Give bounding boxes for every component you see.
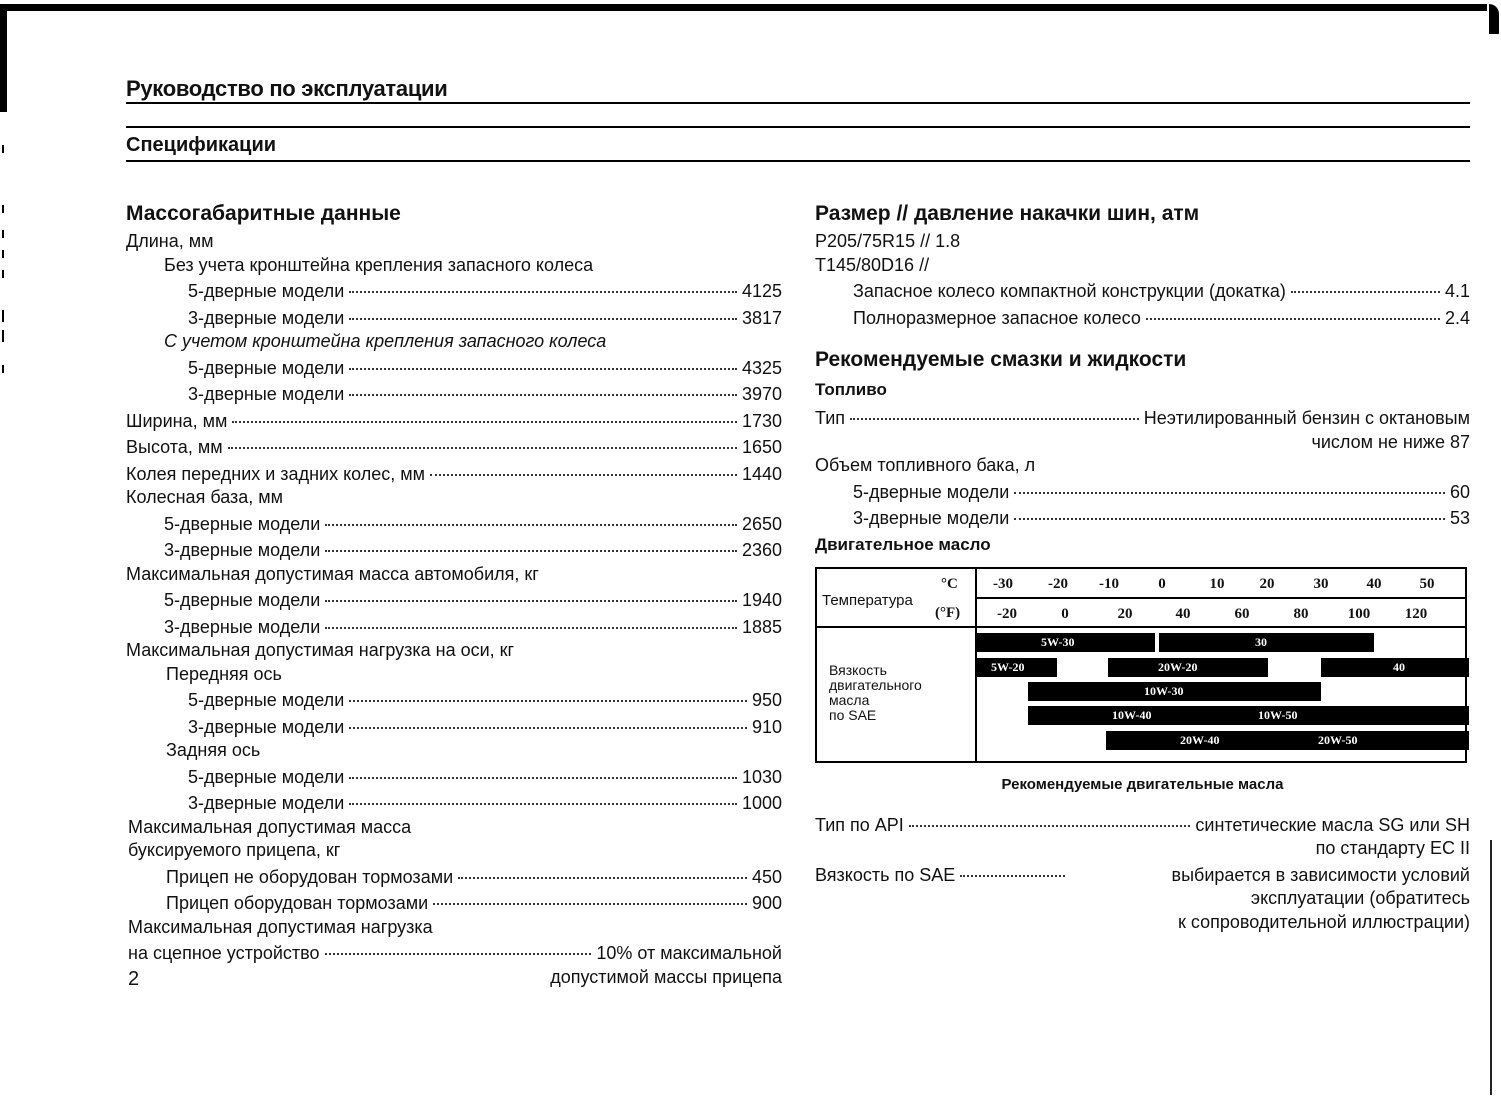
spec-value: Неэтилированный бензин с октановым bbox=[1143, 408, 1470, 428]
spec-row bbox=[126, 613, 782, 640]
fuel-type-value-2: числом не ниже 87 bbox=[1311, 431, 1470, 452]
spec-value: 900 bbox=[751, 893, 782, 913]
leader-dots bbox=[325, 532, 737, 552]
spec-row bbox=[815, 504, 1470, 531]
oil-bar-5w30 bbox=[977, 633, 1155, 652]
bar-label: 10W-30 bbox=[1144, 683, 1184, 698]
spec-row bbox=[126, 713, 782, 740]
fuel-heading: Топливо bbox=[815, 380, 887, 399]
spec-label: на сцепное устройство bbox=[128, 943, 320, 963]
spec-value: синтетические масла SG или SH bbox=[1195, 814, 1470, 835]
spec-label: 5-дверные модели bbox=[188, 281, 345, 301]
fahrenheit-unit: (°F) bbox=[935, 604, 961, 621]
temperature-label: Температура bbox=[822, 591, 913, 609]
trailer-label-1: Максимальная допустимая масса bbox=[128, 816, 412, 837]
leader-dots bbox=[325, 609, 737, 629]
spec-label: Колея передних и задних колес, мм bbox=[126, 463, 426, 484]
without-bracket-label: Без учета кронштейна крепления запасного колеса bbox=[164, 254, 594, 275]
leader-dots bbox=[228, 429, 737, 449]
rear-axle-label: Задняя ось bbox=[166, 740, 261, 760]
viscosity-label-line: масла bbox=[829, 691, 870, 708]
bar-label: 20W-50 bbox=[1318, 732, 1358, 747]
leader-dots bbox=[349, 273, 737, 293]
leader-dots bbox=[349, 759, 737, 779]
spec-value: 1030 bbox=[741, 766, 782, 787]
fahrenheit-tick: 0 bbox=[1061, 605, 1069, 622]
chart-caption: Рекомендуемые двигательные масла bbox=[1001, 775, 1284, 793]
dimensions-column bbox=[126, 200, 782, 989]
fahrenheit-tick: 20 bbox=[1117, 605, 1133, 622]
spec-label: 5-дверные модели bbox=[188, 766, 345, 787]
spec-value: 60 bbox=[1449, 481, 1470, 502]
bar-label: 20W-40 bbox=[1180, 732, 1220, 747]
spec-value: 1000 bbox=[741, 793, 782, 813]
scan-mark bbox=[2, 250, 4, 258]
viscosity-label-line: двигательного bbox=[829, 676, 922, 693]
spec-row bbox=[126, 304, 782, 331]
spec-row bbox=[126, 939, 782, 966]
oil-bar-5w20 bbox=[977, 658, 1057, 677]
axle-load-label: Максимальная допустимая нагрузка на оси, кг bbox=[126, 640, 515, 660]
spec-label: 3-дверные модели bbox=[188, 307, 345, 328]
leader-dots bbox=[1146, 300, 1440, 320]
oil-bar-40 bbox=[1321, 658, 1469, 677]
api-value-2: по стандарту EC II bbox=[1315, 838, 1470, 858]
gvw-label: Максимальная допустимая масса автомобиля, кг bbox=[126, 563, 539, 584]
spec-row bbox=[815, 304, 1470, 331]
scan-mark bbox=[2, 230, 4, 238]
bar-label: 40 bbox=[1393, 659, 1405, 674]
fahrenheit-tick: -20 bbox=[997, 605, 1017, 622]
leader-dots bbox=[430, 456, 737, 476]
bar-label: 20W-20 bbox=[1158, 659, 1198, 674]
scan-mark bbox=[2, 205, 4, 213]
leader-dots bbox=[1014, 474, 1445, 494]
spec-value: 4125 bbox=[741, 281, 782, 301]
celsius-tick: -30 bbox=[993, 575, 1013, 592]
bar-label: 5W-20 bbox=[991, 659, 1025, 674]
spec-value: 2.4 bbox=[1444, 307, 1470, 328]
fahrenheit-tick: 100 bbox=[1347, 605, 1371, 622]
celsius-tick: 0 bbox=[1158, 575, 1166, 592]
leader-dots bbox=[349, 300, 737, 320]
leader-dots bbox=[458, 859, 747, 879]
leader-dots bbox=[433, 885, 747, 905]
spec-label: 3-дверные модели bbox=[853, 508, 1010, 528]
bar-label: 5W-30 bbox=[1041, 634, 1075, 649]
fluids-heading: Рекомендуемые смазки и жидкости bbox=[815, 348, 1187, 371]
spec-label: Полноразмерное запасное колесо bbox=[853, 307, 1141, 328]
bar-label: 10W-40 bbox=[1112, 707, 1152, 722]
celsius-tick: -10 bbox=[1099, 575, 1119, 592]
tires-heading: Размер // давление накачки шин, атм bbox=[815, 202, 1200, 225]
scan-mark bbox=[2, 270, 4, 278]
spec-value: 3817 bbox=[741, 307, 782, 328]
spec-value: 1940 bbox=[741, 590, 782, 610]
oil-viscosity-chart bbox=[815, 567, 1467, 763]
celsius-tick: 30 bbox=[1313, 575, 1329, 592]
spec-row bbox=[126, 536, 782, 563]
sae-value-2: эксплуатации (обратитесь bbox=[1250, 888, 1470, 908]
spec-label: 3-дверные модели bbox=[188, 793, 345, 813]
spec-row bbox=[126, 789, 782, 816]
spec-value: 2650 bbox=[741, 513, 782, 534]
scan-border-right bbox=[1490, 840, 1492, 1095]
viscosity-label-line: по SAE bbox=[829, 706, 877, 723]
scan-corner-right bbox=[1489, 4, 1499, 34]
oil-bar-10w40 bbox=[1028, 706, 1258, 725]
spec-row bbox=[126, 889, 782, 916]
hitch-value-2: допустимой массы прицепа bbox=[550, 966, 782, 987]
scan-mark bbox=[2, 365, 4, 373]
fahrenheit-tick: 80 bbox=[1293, 605, 1309, 622]
spec-value: 10% от максимальной bbox=[596, 943, 782, 963]
fahrenheit-tick: 60 bbox=[1234, 605, 1250, 622]
hitch-label-1: Максимальная допустимая нагрузка bbox=[128, 916, 433, 937]
leader-dots bbox=[349, 785, 737, 805]
leader-dots bbox=[349, 350, 737, 370]
spec-label: Запасное колесо компактной конструкции (докатка) bbox=[853, 281, 1286, 301]
spec-label: 3-дверные модели bbox=[164, 616, 321, 637]
trailer-label-2: буксируемого прицепа, кг bbox=[128, 840, 341, 860]
scan-mark bbox=[2, 145, 4, 153]
spec-label: Высота, мм bbox=[126, 437, 223, 457]
scan-border-left bbox=[0, 4, 7, 112]
spec-label: 5-дверные модели bbox=[164, 513, 321, 534]
wheelbase-label: Колесная база, мм bbox=[126, 487, 284, 507]
dimensions-heading: Массогабаритные данные bbox=[126, 202, 401, 225]
spec-label: 5-дверные модели bbox=[188, 690, 345, 710]
spec-value: выбирается в зависимости условий bbox=[1171, 864, 1470, 885]
spec-label: 5-дверные модели bbox=[853, 481, 1010, 502]
leader-dots bbox=[909, 807, 1191, 827]
spec-row bbox=[815, 811, 1470, 838]
bar-label: 30 bbox=[1255, 634, 1267, 649]
oil-bar-20w50 bbox=[1258, 731, 1469, 750]
spec-value: 1730 bbox=[741, 410, 782, 431]
leader-dots bbox=[325, 506, 737, 526]
spec-label: 3-дверные модели bbox=[164, 540, 321, 560]
tires-fluids-column bbox=[815, 200, 1470, 934]
sae-value-3: к сопроводительной иллюстрации) bbox=[1178, 911, 1470, 932]
fahrenheit-tick: 120 bbox=[1404, 605, 1428, 622]
spec-value: 4.1 bbox=[1444, 281, 1470, 301]
viscosity-label bbox=[829, 663, 922, 723]
document-title: Руководство по эксплуатации bbox=[126, 76, 448, 101]
leader-dots bbox=[850, 400, 1139, 420]
spec-row bbox=[815, 404, 1470, 431]
spec-value: 1650 bbox=[741, 437, 782, 457]
tire-size-2: T145/80D16 // bbox=[815, 254, 930, 275]
celsius-tick: -20 bbox=[1048, 575, 1068, 592]
spec-value: 1885 bbox=[741, 616, 782, 637]
tire-size-1: P205/75R15 // 1.8 bbox=[815, 231, 961, 251]
spec-label: Вязкость по SAE bbox=[815, 864, 956, 885]
spec-label: Прицеп не оборудован тормозами bbox=[166, 866, 454, 887]
spec-row bbox=[126, 460, 782, 487]
spec-label: Ширина, мм bbox=[126, 410, 228, 431]
spec-label: Тип bbox=[815, 408, 846, 428]
spec-label: Прицеп оборудован тормозами bbox=[166, 893, 429, 913]
oil-bar-30 bbox=[1159, 633, 1374, 652]
spec-value: 4325 bbox=[741, 357, 782, 378]
leader-dots bbox=[349, 682, 747, 702]
page-number: 2 bbox=[128, 968, 140, 990]
leader-dots bbox=[960, 857, 1065, 877]
section-title: Спецификации bbox=[126, 134, 277, 156]
leader-dots bbox=[325, 935, 592, 955]
spec-row bbox=[815, 861, 1470, 888]
celsius-tick: 20 bbox=[1259, 575, 1275, 592]
spec-value: 450 bbox=[751, 866, 782, 887]
spec-value: 3970 bbox=[741, 384, 782, 404]
leader-dots bbox=[1014, 500, 1445, 520]
fahrenheit-tick: 40 bbox=[1175, 605, 1191, 622]
front-axle-label: Передняя ось bbox=[166, 663, 282, 684]
spec-value: 53 bbox=[1449, 508, 1470, 528]
spec-label: 3-дверные модели bbox=[188, 716, 345, 737]
oil-bar-20w40 bbox=[1106, 731, 1258, 750]
tank-label: Объем топливного бака, л bbox=[815, 455, 1036, 475]
scan-mark bbox=[2, 330, 4, 342]
spec-label: 3-дверные модели bbox=[188, 384, 345, 404]
bar-label: 10W-50 bbox=[1258, 707, 1298, 722]
section-rule-bottom bbox=[126, 160, 1470, 162]
spec-value: 910 bbox=[751, 716, 782, 737]
spec-value: 2360 bbox=[741, 540, 782, 560]
oil-bar-10w30 bbox=[1028, 682, 1321, 701]
spec-label: 5-дверные модели bbox=[188, 357, 345, 378]
spec-value: 1440 bbox=[741, 463, 782, 484]
oil-heading: Двигательное масло bbox=[815, 534, 991, 554]
scan-border-top bbox=[7, 4, 1487, 11]
spec-value: 950 bbox=[751, 690, 782, 710]
leader-dots bbox=[349, 709, 747, 729]
celsius-tick: 40 bbox=[1366, 575, 1382, 592]
length-label: Длина, мм bbox=[126, 231, 214, 251]
spec-label: Тип по API bbox=[815, 814, 904, 835]
spec-label: 5-дверные модели bbox=[164, 590, 321, 610]
celsius-unit: °C bbox=[941, 575, 958, 592]
celsius-tick: 10 bbox=[1209, 575, 1225, 592]
leader-dots bbox=[1291, 273, 1440, 293]
leader-dots bbox=[232, 403, 737, 423]
leader-dots bbox=[325, 582, 737, 602]
celsius-tick: 50 bbox=[1419, 575, 1435, 592]
oil-bar-10w50 bbox=[1258, 706, 1469, 725]
with-bracket-label: С учетом кронштейна крепления запасного колеса bbox=[164, 331, 607, 351]
scan-mark bbox=[2, 310, 4, 322]
leader-dots bbox=[349, 376, 737, 396]
viscosity-label-line: Вязкость bbox=[829, 661, 887, 678]
title-rule bbox=[126, 102, 1470, 104]
oil-bar-20w20 bbox=[1108, 658, 1268, 677]
chart-divider bbox=[975, 597, 1465, 599]
section-rule-top bbox=[126, 126, 1470, 128]
